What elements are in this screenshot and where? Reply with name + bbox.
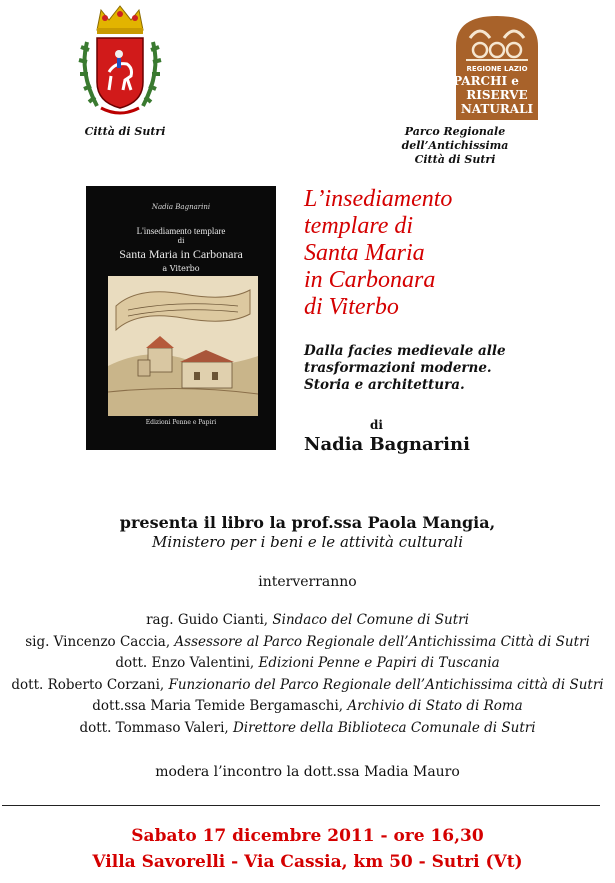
- logo-line-2: PARCHI e: [456, 74, 519, 88]
- park-caption: [370, 125, 540, 167]
- speaker-role: Sindaco del Comune di Sutri: [272, 612, 469, 628]
- speaker-role: Assessore al Parco Regionale dell’Antichissima Città di Sutri: [174, 633, 590, 650]
- logo-line-3: RISERVE: [466, 88, 528, 102]
- logo-line-4: NATURALI: [460, 102, 534, 116]
- book-title: [304, 186, 604, 321]
- speaker-name: dott. Enzo Valentini,: [115, 655, 259, 671]
- subtitle-line: Dalla facies medievale alle: [304, 343, 506, 359]
- event-date: Sabato 17 dicembre 2011 - ore 16,30: [131, 826, 484, 846]
- park-caption-line-1: Parco Regionale dell’Antichissima: [401, 125, 509, 152]
- logo-line-1: REGIONE LAZIO: [466, 65, 528, 73]
- event-venue: Villa Savorelli - Via Cassia, km 50 - Sutri (Vt): [92, 852, 523, 872]
- speaker-row: [0, 653, 615, 675]
- cover-title-line-4: a Viterbo: [162, 264, 200, 273]
- park-caption-line-2: Città di Sutri: [414, 153, 496, 166]
- speaker-role: Direttore della Biblioteca Comunale di Sutri: [232, 719, 536, 736]
- book-title-line: Santa Maria: [304, 240, 425, 266]
- speaker-role: Edizioni Penne e Papiri di Tuscania: [258, 655, 500, 671]
- speaker-name: rag. Guido Cianti,: [146, 612, 273, 628]
- cover-title-line-2: di: [177, 237, 185, 245]
- book-title-line: templare di: [304, 213, 414, 239]
- speakers-list: [0, 610, 615, 739]
- sutri-crest-logo: [75, 2, 165, 120]
- speaker-name: dott.ssa Maria Temide Bergamaschi,: [92, 698, 348, 714]
- cover-title-line-1: L'insediamento templare: [136, 226, 226, 236]
- book-cover: [86, 186, 276, 450]
- speaker-name: dott. Roberto Corzani,: [11, 676, 169, 693]
- book-title-line: L’insediamento: [304, 186, 453, 212]
- subtitle-line: trasformazioni moderne.: [304, 360, 492, 376]
- speaker-row: [0, 718, 615, 740]
- speaker-name: sig. Vincenzo Caccia,: [25, 633, 175, 650]
- city-caption: Città di Sutri: [84, 125, 166, 138]
- speaker-row: [0, 632, 615, 654]
- cover-publisher: Edizioni Penne e Papiri: [145, 419, 217, 426]
- subtitle-line: Storia e architettura.: [304, 377, 465, 393]
- ministry-line: Ministero per i beni e le attività culturali: [151, 533, 464, 551]
- book-subtitle: [304, 343, 604, 394]
- speaker-row: [0, 675, 615, 697]
- speaker-role: Funzionario del Parco Regionale dell’Antichissima città di Sutri: [168, 676, 604, 693]
- by-label: di: [370, 418, 383, 432]
- speaker-row: [0, 610, 615, 632]
- presenter-line: presenta il libro la prof.ssa Paola Mangia,: [119, 513, 496, 532]
- divider: [2, 805, 600, 806]
- author-name: Nadia Bagnarini: [304, 434, 470, 455]
- cover-illustration: [108, 276, 258, 416]
- speaker-role: Archivio di Stato di Roma: [347, 698, 523, 714]
- cover-title-line-3: Santa Maria in Carbonara: [119, 247, 243, 261]
- cover-author: Nadia Bagnarini: [151, 203, 211, 211]
- speaker-row: [0, 696, 615, 718]
- speakers-heading: interverranno: [258, 574, 357, 590]
- book-title-line: di Viterbo: [304, 294, 399, 320]
- moderator-line: modera l’incontro la dott.ssa Madia Mauro: [155, 764, 460, 780]
- book-title-line: in Carbonara: [304, 267, 436, 293]
- speaker-name: dott. Tommaso Valeri,: [79, 719, 233, 736]
- parks-reserves-logo: [456, 16, 538, 120]
